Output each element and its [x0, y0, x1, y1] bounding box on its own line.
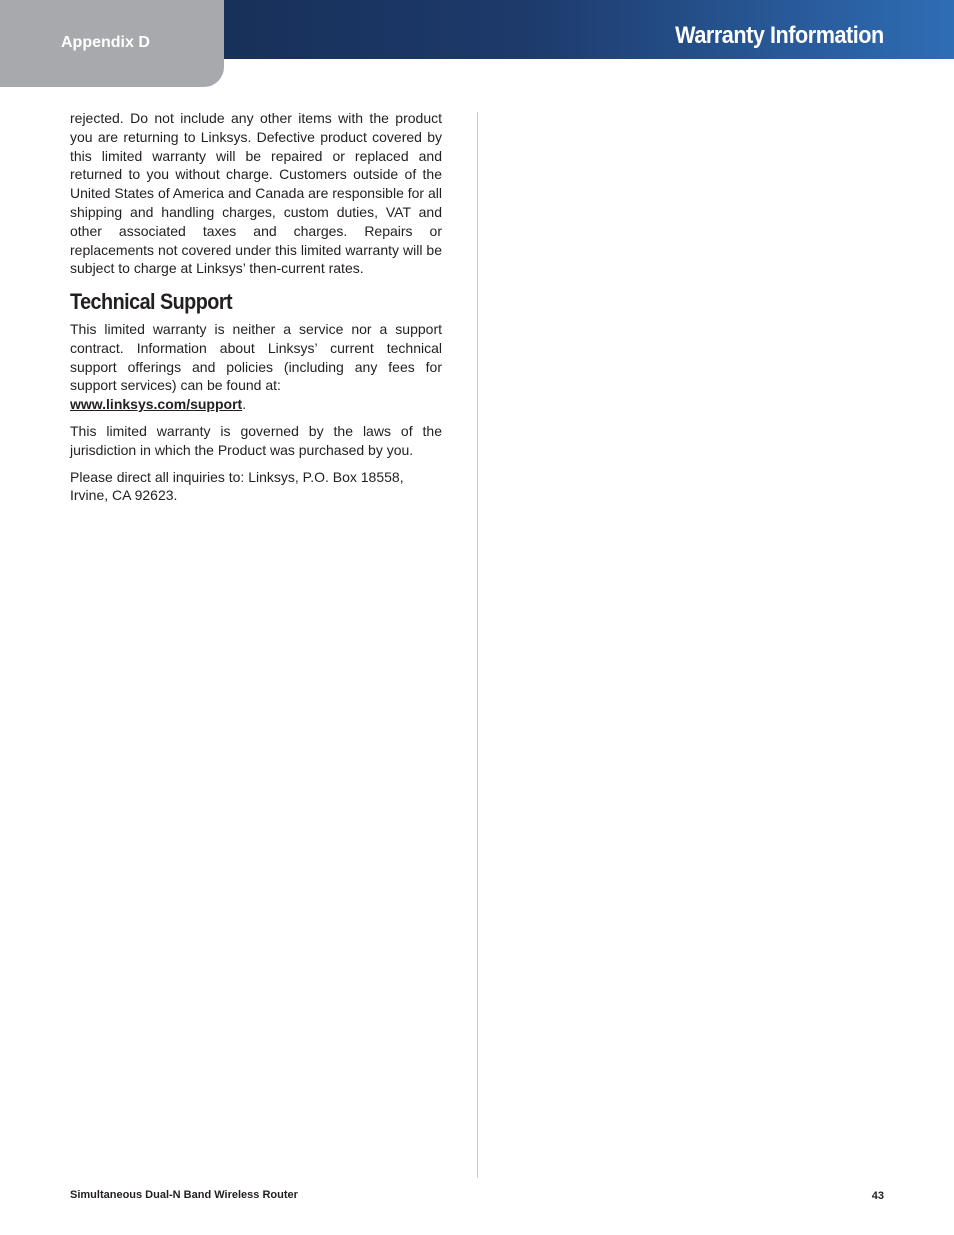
continued-paragraph: rejected. Do not include any other items with the product you are returning to Linksys. Defective product covered by this limited warranty will be repaired or replaced and returned to you without charge. Customers outside of the United States of America and Canada are responsible for all shipping and handling charges, custom duties, VAT and other associated taxes and charges. Repairs or replacements not covered under this limited warranty will be subject to charge at Linksys’ then-current rates.: [70, 110, 442, 277]
footer-product-name: Simultaneous Dual-N Band Wireless Router: [70, 1189, 298, 1201]
main-column: [70, 109, 442, 513]
column-divider: [477, 112, 478, 1178]
support-text: This limited warranty is neither a service nor a support contract. Information about Linksys’ current technical support offerings and policies (including any fees for support services) can be found at:: [70, 320, 442, 394]
appendix-tab: [0, 0, 224, 87]
support-period: .: [242, 396, 247, 413]
appendix-label: Appendix D: [61, 34, 150, 51]
support-link[interactable]: www.linksys.com/support: [70, 396, 243, 413]
governed-paragraph: This limited warranty is governed by the laws of the jurisdiction in which the Product was purchased by you.: [70, 422, 442, 458]
inquiries-paragraph: Please direct all inquiries to: Linksys, P.O. Box 18558, Irvine, CA 92623.: [70, 468, 404, 504]
section-heading: Technical Support: [70, 289, 233, 315]
support-paragraph: [70, 320, 442, 414]
footer-page-number: 43: [871, 1190, 884, 1202]
page-title: Warranty Information: [675, 22, 884, 49]
